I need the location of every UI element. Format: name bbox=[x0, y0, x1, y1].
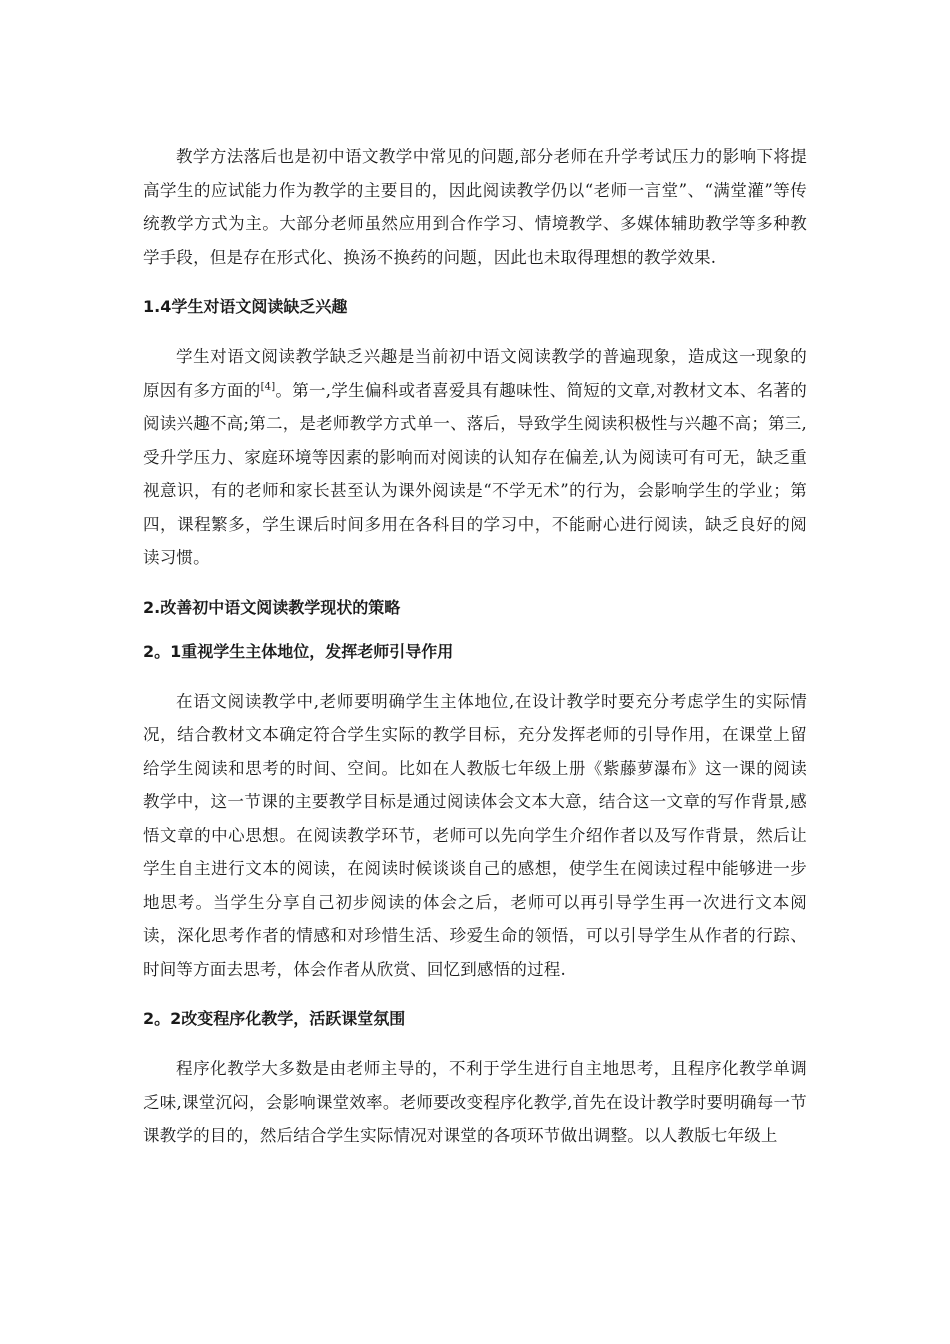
paragraph-programmed-teaching: 程序化教学大多数是由老师主导的，不利于学生进行自主地思考，且程序化教学单调乏味,课堂沉闷，会影响课堂效率。老师要改变程序化教学,首先在设计教学时要明确每一节课教学的目的，然后结合学生实际情况对课堂的各项环节做出调整。以人教版七年级上 bbox=[143, 1059, 807, 1145]
paragraph-text: 学生对语文阅读教学缺乏兴趣是当前初中语文阅读教学的普遍现象，造成这一现象的原因有多方面的 bbox=[143, 347, 807, 400]
paragraph-teaching-methods: 教学方法落后也是初中语文教学中常见的问题,部分老师在升学考试压力的影响下将提高学生的应试能力作为教学的主要目的，因此阅读教学仍以“老师一言堂”、“满堂灌”等传统教学方式为主。大部分老师虽然应用到合作学习、情境教学、多媒体辅助教学等多种教学手段，但是存在形式化、换汤不换药的问题，因此也未取得理想的教学效果. bbox=[143, 147, 807, 267]
paragraph-text: 。第一,学生偏科或者喜爱具有趣味性、简短的文章,对教材文本、名著的阅读兴趣不高;第二，是老师教学方式单一、落后，导致学生阅读积极性与兴趣不高；第三,受升学压力、家庭环境等因素的影响而对阅读的认知存在偏差,认为阅读可有可无，缺乏重视意识，有的老师和家长甚至认为课外阅读是“不学无术”的行为，会影响学生的学业；第四，课程繁多，学生课后时间多用在各科目的学习中，不能耐心进行阅读，缺乏良好的阅读习惯。 bbox=[143, 380, 807, 567]
section-heading-2-2: 2。2改变程序化教学，活跃课堂氛围 bbox=[143, 1009, 406, 1028]
section-heading-2: 2.改善初中语文阅读教学现状的策略 bbox=[143, 597, 401, 617]
paragraph-lack-of-interest bbox=[143, 340, 807, 575]
paragraph-student-subject: 在语文阅读教学中,老师要明确学生主体地位,在设计教学时要充分考虑学生的实际情况，结合教材文本确定符合学生实际的教学目标，充分发挥老师的引导作用，在课堂上留给学生阅读和思考的时间、空间。比如在人教版七年级上册《紫藤萝瀑布》这一课的阅读教学中，这一节课的主要教学目标是通过阅读体会文本大意，结合这一文章的写作背景,感悟文章的中心思想。在阅读教学环节，老师可以先向学生介绍作者以及写作背景，然后让学生自主进行文本的阅读，在阅读时候谈谈自己的感想，使学生在阅读过程中能够进一步地思考。当学生分享自己初步阅读的体会之后，老师可以再引导学生再一次进行文本阅读，深化思考作者的情感和对珍惜生活、珍爱生命的领悟，可以引导学生从作者的行踪、时间等方面去思考，体会作者从欣赏、回忆到感悟的过程. bbox=[143, 691, 807, 979]
section-heading-2-1: 2。1重视学生主体地位，发挥老师引导作用 bbox=[143, 641, 454, 661]
citation-marker[interactable]: [4] bbox=[260, 381, 276, 392]
section-heading-1-4: 1.4学生对语文阅读缺乏兴趣 bbox=[143, 297, 348, 316]
